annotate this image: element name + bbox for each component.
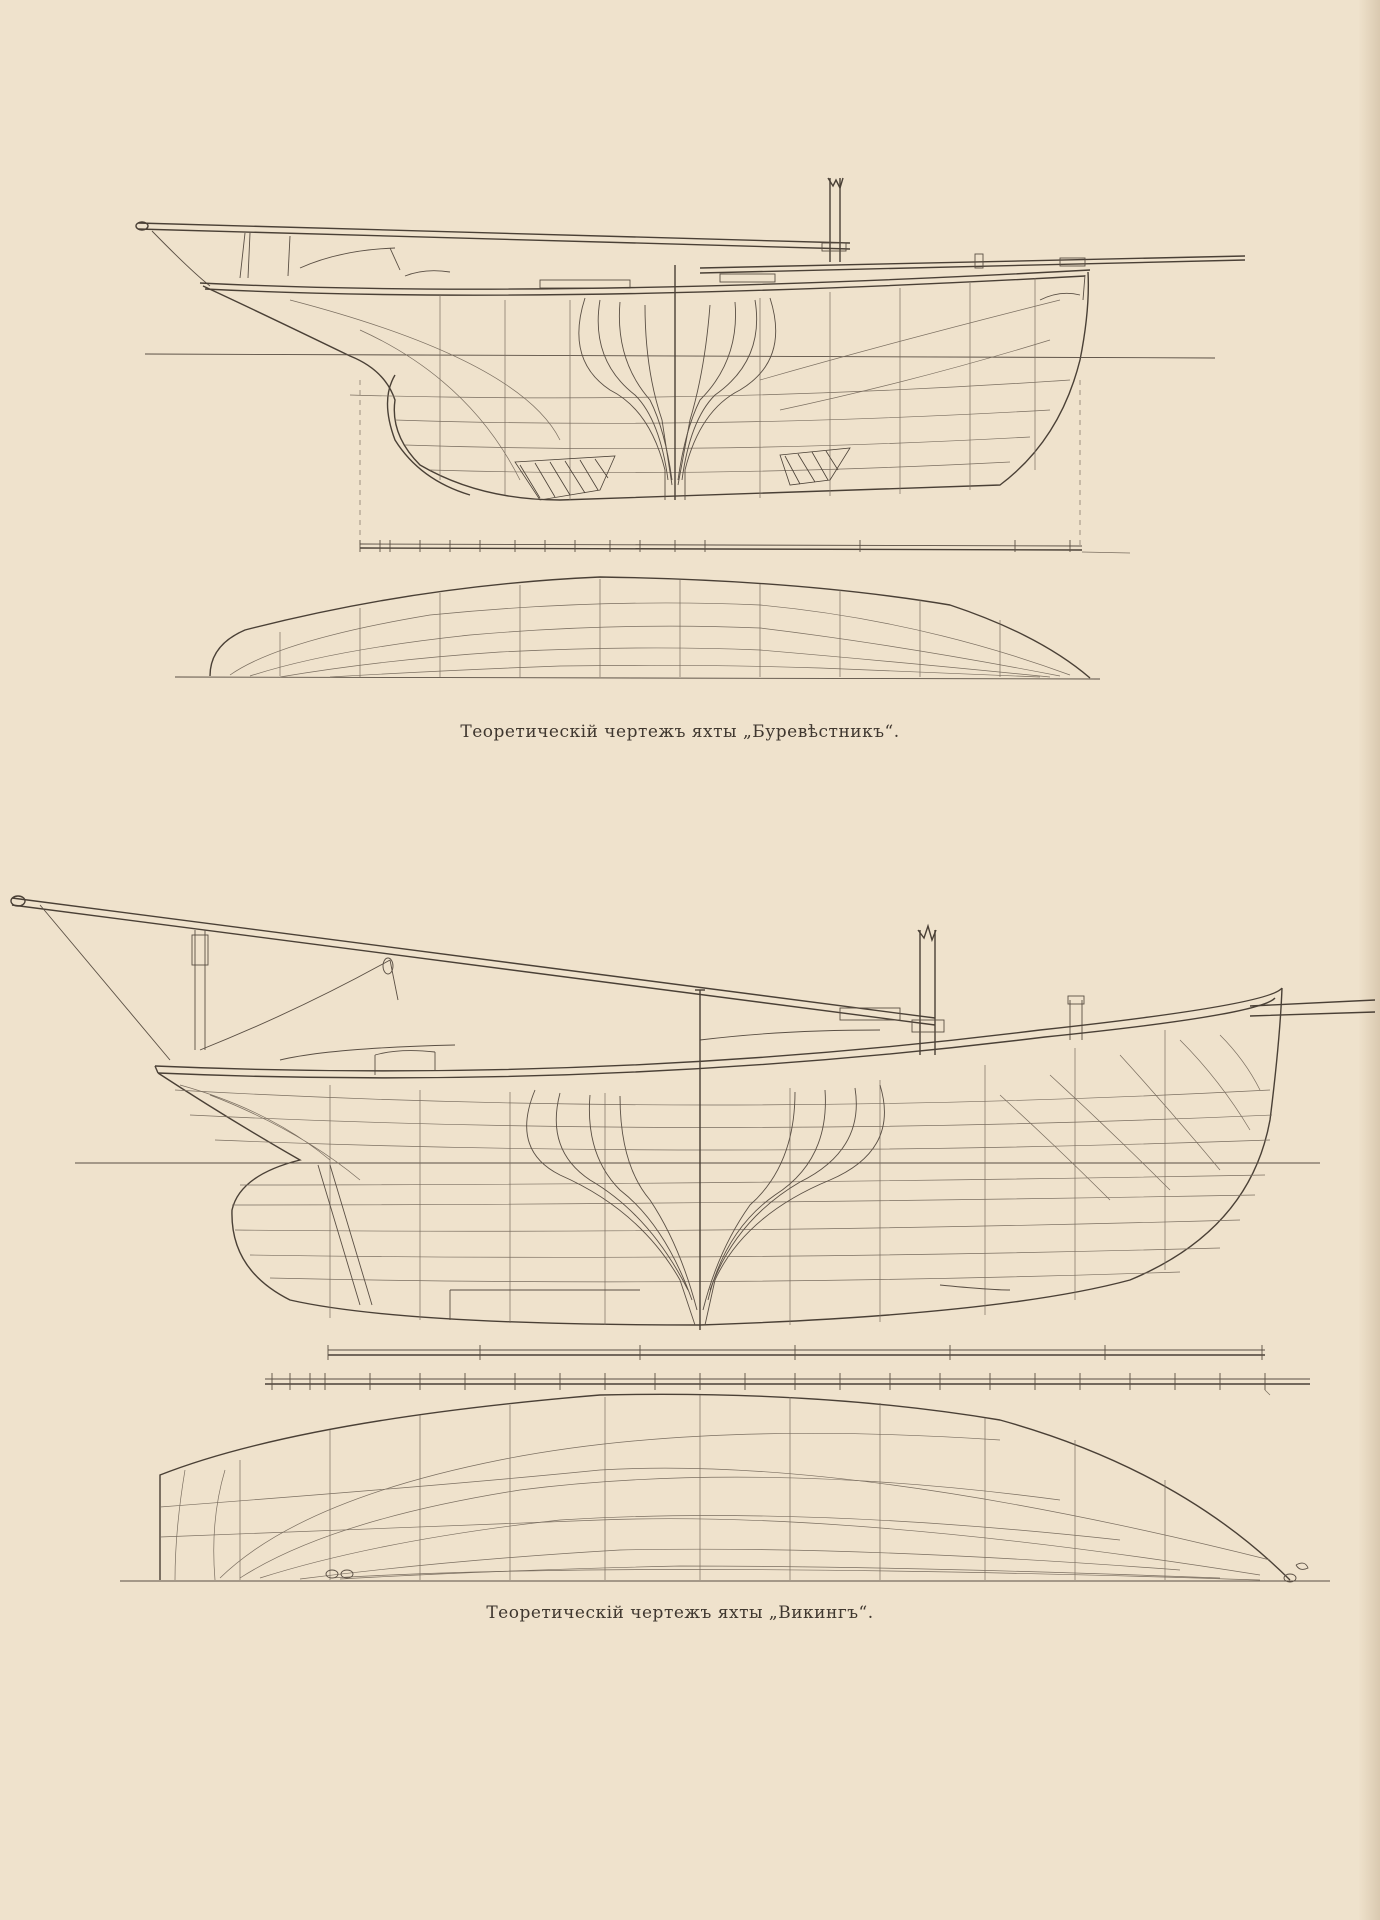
half-breadth-plan-viking xyxy=(120,1394,1330,1582)
hull-profile-viking xyxy=(75,988,1320,1330)
caption-burevestnik: Теоретическій чертежъ яхты „Буревѣстникъ“. xyxy=(460,722,900,742)
half-breadth-plan-burevestnik xyxy=(175,577,1100,679)
drawing-viking xyxy=(11,896,1375,1582)
spars-burevestnik xyxy=(136,178,1245,288)
scale-bar-burevestnik xyxy=(360,540,1130,553)
caption-viking: Теоретическій чертежъ яхты „Викингъ“. xyxy=(486,1603,874,1623)
drawing-burevestnik xyxy=(136,178,1245,679)
hull-profile-burevestnik xyxy=(145,265,1215,500)
scale-bar-viking-upper xyxy=(328,1345,1265,1360)
extent-lines-burevestnik xyxy=(360,380,1080,545)
scale-bar-viking-lower xyxy=(265,1373,1310,1395)
spars-viking xyxy=(11,896,1375,1075)
